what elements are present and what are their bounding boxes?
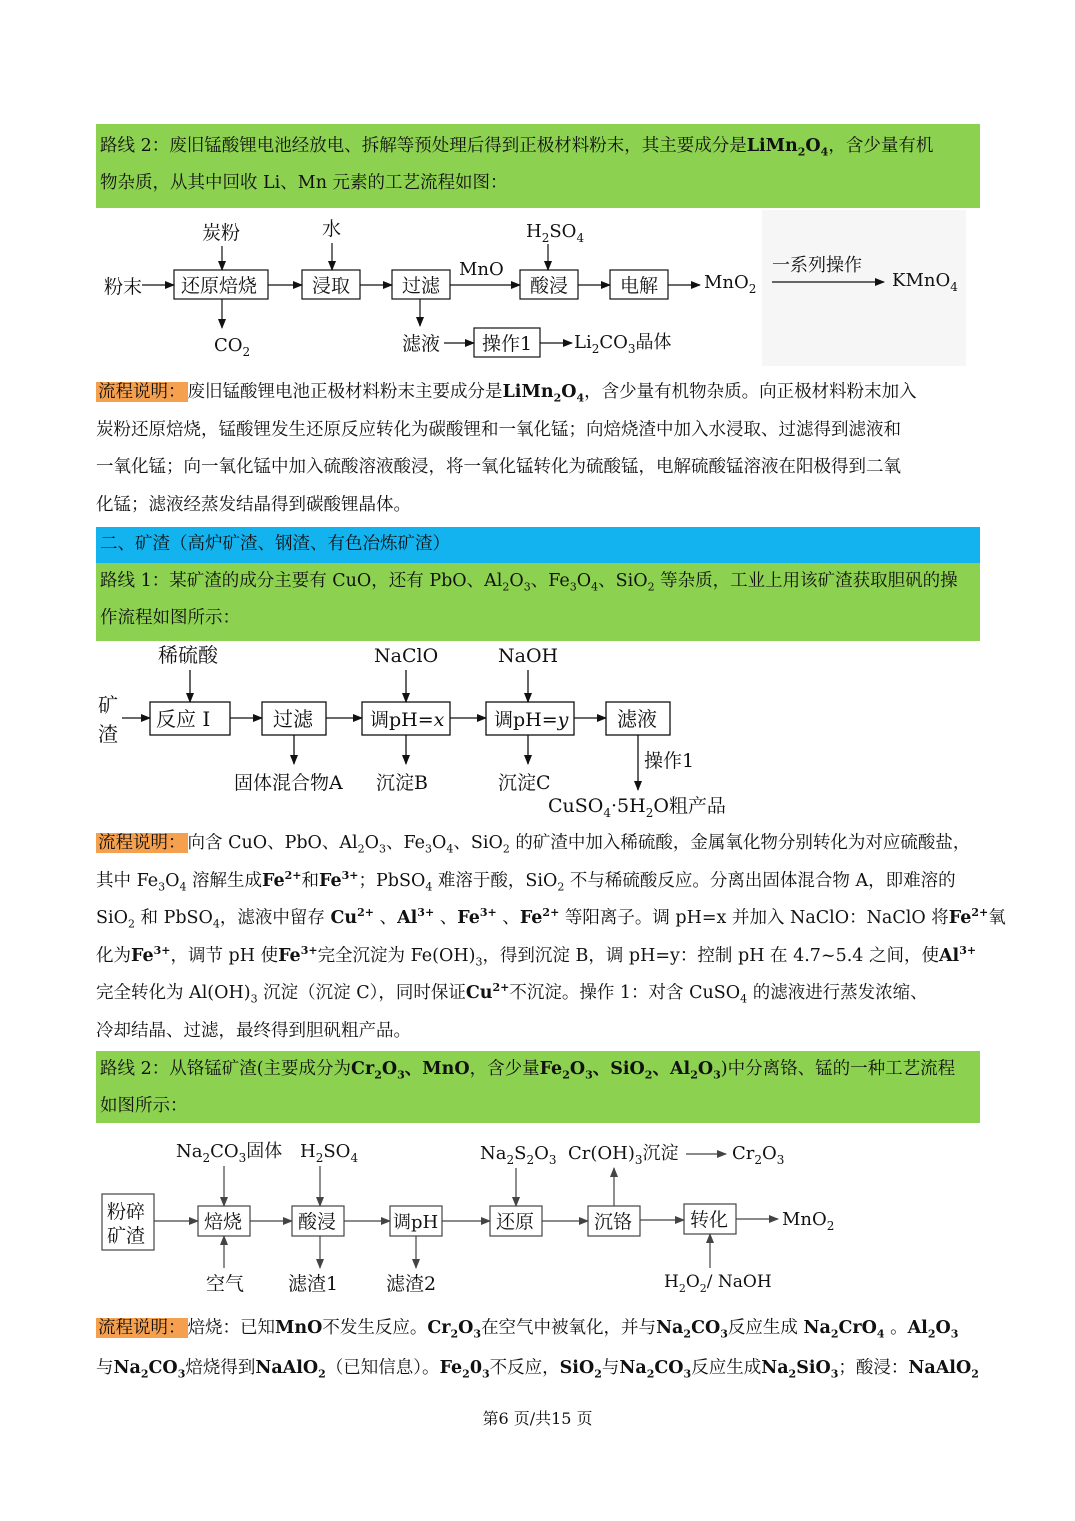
route1-intro-box — [96, 563, 980, 641]
flow1-series-label: 一系列操作 — [772, 255, 862, 276]
flow1-step-electro: 电解 — [620, 275, 659, 297]
flow1-mno: MnO — [459, 259, 504, 280]
route1-intro-line1: 路线 1：某矿渣的成分主要有 CuO，还有 PbO、$Al_2O_3$、$Fe_3O_4$、SiO$_2$ 等杂质，工业上用该矿渣获取胆矾的操 — [100, 571, 958, 594]
flow1-reagent-h2so4: $H_2SO_4$ — [526, 221, 585, 245]
flow2-step-ph-x: 调pH=x — [370, 709, 445, 731]
flow3-input-2: 矿渣 — [107, 1225, 146, 1247]
flow2-reagent-naoh: NaOH — [498, 645, 559, 667]
flow2-step-ph-y: 调pH=y — [494, 709, 569, 731]
flow1-mno2: MnO$_2$ — [704, 272, 757, 296]
desc3-label: 流程说明： — [98, 1318, 186, 1338]
desc1-label: 流程说明： — [98, 382, 186, 402]
flow-diagram-limn2o4 — [96, 208, 976, 378]
desc3-block — [96, 1308, 996, 1388]
route2b-intro-box — [96, 1051, 980, 1123]
flow1-step-op1: 操作1 — [482, 333, 533, 355]
desc2-block — [96, 825, 1006, 1050]
route2-intro-box — [96, 124, 980, 208]
flow3-reagent-h2o2-naoh: $H_2O_2/$ NaOH — [664, 1272, 772, 1295]
flow3-step-cr: 沉铬 — [594, 1211, 633, 1233]
desc2-line6: 冷却结晶、过滤，最终得到胆矾粗产品。 — [96, 1020, 411, 1041]
flow2-by-ppt-b: 沉淀B — [376, 772, 428, 794]
flow-diagram-cuso4 — [96, 640, 816, 818]
flow1-reagent-carbon: 炭粉 — [202, 222, 241, 244]
flow2-step-filter: 过滤 — [273, 707, 313, 731]
route2-intro-line1: 路线 2：废旧锰酸锂电池经放电、拆解等预处理后得到正极材料粉末，其主要成分是$LiMn_2O_4$，含少量有机 — [100, 136, 934, 159]
flow2-step-react: 反应 I — [156, 707, 211, 731]
flow2-input-1: 矿 — [98, 693, 118, 717]
desc3-line1: 流程说明： 焙烧：已知MnO不发生反应。$Cr_2O_3$在空气中被氧化，并与$Na_2CO_3$反应生成 $Na_2CrO_4$ 。$Al_2O_3$ — [98, 1318, 959, 1341]
desc1-line4: 化锰；滤液经蒸发结晶得到碳酸锂晶体。 — [96, 494, 411, 515]
flow2-input-2: 渣 — [98, 722, 118, 746]
flow2-op1: 操作1 — [644, 750, 695, 772]
flow3-reagent-h2so4: $H_2SO_4$ — [300, 1141, 359, 1165]
desc2-line3: SiO$_2$ 和 PbSO$_4$，滤液中留存 $Cu^{2+}$ 、$Al^{3+}$ 、$Fe^{3+}$ 、$Fe^{2+}$ 等阳离子。调 pH=x 并加入 NaClO：NaClO 将$Fe^{2+}$氧 — [96, 906, 1006, 931]
flow1-input: 粉末 — [104, 276, 143, 298]
flow1-filtrate: 滤液 — [402, 333, 441, 355]
desc1-line1: 流程说明： 废旧锰酸锂电池正极材料粉末主要成分是$LiMn_2O_4$，含少量有机物杂质。向正极材料粉末加入 — [98, 382, 917, 405]
flow3-cr2o3: $Cr_2O_3$ — [732, 1143, 785, 1167]
route2b-intro-line1: 路线 2：从铬锰矿渣(主要成分为$Cr_2O_3$、MnO，含少量$Fe_2O_3$、SiO$_2$、$Al_2O_3$)中分离铬、锰的一种工艺流程 — [100, 1059, 956, 1082]
route2b-intro-line2: 如图所示： — [100, 1096, 188, 1116]
flow3-step-reduce: 还原 — [496, 1211, 535, 1233]
flow3-reagent-na2co3: $Na_2CO_3$固体 — [176, 1141, 283, 1165]
flow2-step-filtrate: 滤液 — [617, 707, 657, 731]
desc2-line4: 化为$Fe^{3+}$，调节 pH 使$Fe^{3+}$完全沉淀为 $Fe(OH)_3$，得到沉淀 B，调 pH=y：控制 pH 在 4.7~5.4 之间，使$Al^{3+}$ — [96, 943, 977, 968]
flow1-step-reduce: 还原焙烧 — [181, 275, 258, 297]
desc2-line5: 完全转化为 $Al(OH)_3$ 沉淀（沉淀 C），同时保证$Cu^{2+}$不沉淀。操作 1：对含 CuSO$_4$ 的滤液进行蒸发浓缩、 — [96, 981, 928, 1006]
desc3-line2: 与$Na_2CO_3$焙烧得到NaAlO$_2$（已知信息）。$Fe_20_3$不反应，SiO$_2$与$Na_2CO_3$反应生成$Na_2SiO_3$；酸浸：NaAlO$_2$ — [96, 1358, 979, 1381]
section2-heading: 二、矿渣（高炉矿渣、钢渣、有色冶炼矿渣） — [96, 527, 980, 563]
flow3-step-acid: 酸浸 — [298, 1211, 337, 1233]
desc2-line1: 流程说明： 向含 CuO、PbO、$Al_2O_3$、$Fe_3O_4$、SiO$_2$ 的矿渣中加入稀硫酸，金属氧化物分别转化为对应硫酸盐， — [98, 833, 971, 856]
flow-diagram-crmn — [96, 1128, 836, 1308]
flow3-reagent-na2s2o3: $Na_2S_2O_3$ — [480, 1143, 557, 1167]
page-footer: 第6 页/共15 页 — [482, 1409, 593, 1428]
flow1-kmno4: KMnO$_4$ — [892, 270, 958, 294]
desc1-block — [96, 374, 980, 524]
flow1-co2: $CO_2$ — [214, 335, 251, 359]
flow1-step-leach: 浸取 — [312, 275, 351, 297]
flow2-reagent-h2so4: 稀硫酸 — [158, 643, 218, 667]
route1-intro-line2: 作流程如图所示： — [100, 608, 240, 628]
flow3-step-ph: 调pH — [393, 1212, 439, 1233]
flow1-reagent-water: 水 — [322, 218, 342, 240]
flow2-by-solid-a: 固体混合物A — [234, 772, 343, 794]
desc1-line2: 炭粉还原焙烧，锰酸锂发生还原反应转化为碳酸锂和一氧化锰；向焙烧渣中加入水浸取、过滤得到滤液和 — [96, 419, 901, 440]
route2-intro-line2: 物杂质，从其中回收 Li、Mn 元素的工艺流程如图： — [100, 173, 508, 193]
desc2-label: 流程说明： — [98, 833, 186, 853]
desc1-line3: 一氧化锰；向一氧化锰中加入硫酸溶液酸浸，将一氧化锰转化为硫酸锰，电解硫酸锰溶液在阳极得到二氧 — [96, 457, 901, 477]
flow3-mno2: MnO$_2$ — [782, 1209, 835, 1233]
flow3-input-1: 粉碎 — [107, 1201, 146, 1223]
flow3-step-roast: 焙烧 — [204, 1211, 243, 1233]
flow3-step-convert: 转化 — [690, 1209, 729, 1231]
flow3-air: 空气 — [206, 1273, 245, 1295]
desc2-line2: 其中 $Fe_3O_4$ 溶解生成$Fe^{2+}$和$Fe^{3+}$；PbSO$_4$ 难溶于酸，SiO$_2$ 不与稀硫酸反应。分离出固体混合物 A，即难溶的 — [96, 868, 956, 893]
flow2-product: $CuSO_4\cdot 5H_2O$粗产品 — [548, 795, 726, 818]
flow1-step-acid: 酸浸 — [530, 275, 569, 297]
flow3-croh3: $Cr(OH)_3$沉淀 — [568, 1143, 679, 1167]
flow2-by-ppt-c: 沉淀C — [498, 772, 551, 794]
flow1-li2co3: $Li_2CO_3$晶体 — [574, 332, 672, 356]
flow3-residue1: 滤渣1 — [288, 1273, 339, 1295]
flow3-residue2: 滤渣2 — [386, 1273, 437, 1295]
flow2-reagent-naclo: NaClO — [374, 645, 439, 667]
flow1-step-filter: 过滤 — [402, 275, 441, 297]
